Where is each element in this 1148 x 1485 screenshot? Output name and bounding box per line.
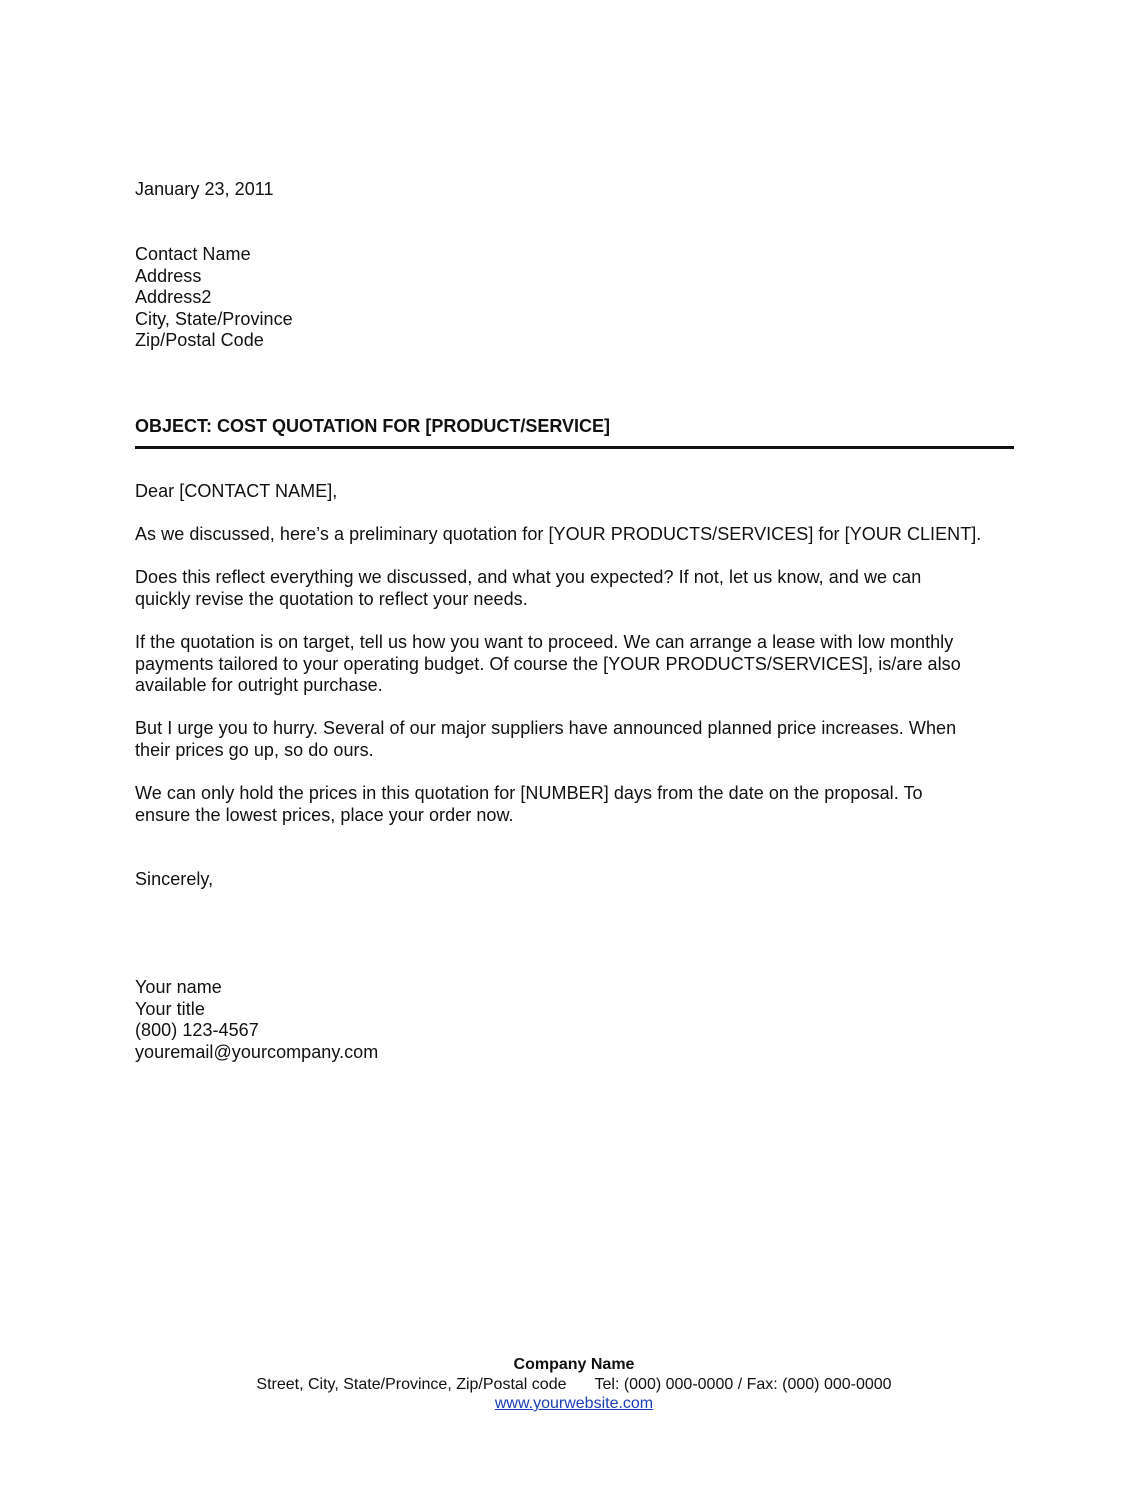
body-paragraph-3 [135, 632, 961, 697]
paragraph-line: We can only hold the prices in this quotation for [NUMBER] days from the date on the proposal. To [135, 783, 923, 803]
paragraph-line: As we discussed, here’s a preliminary quotation for [YOUR PRODUCTS/SERVICES] for [YOUR CLIENT]. [135, 524, 982, 544]
body-paragraph-4 [135, 718, 956, 761]
recipient-zip: Zip/Postal Code [135, 330, 264, 351]
sender-email: youremail@yourcompany.com [135, 1041, 379, 1062]
signature-block [135, 977, 378, 1063]
footer-website-line [0, 1394, 1148, 1413]
paragraph-line: payments tailored to your operating budget. Of course the [YOUR PRODUCTS/SERVICES], is/are also [135, 653, 961, 674]
subject-divider [135, 446, 1014, 449]
sender-name: Your name [135, 977, 222, 997]
recipient-city-state: City, State/Province [135, 308, 293, 329]
paragraph-line: their prices go up, so do ours. [135, 739, 374, 760]
body-paragraph-5 [135, 783, 923, 826]
recipient-address-block [135, 244, 293, 352]
paragraph-line: But I urge you to hurry. Several of our major suppliers have announced planned price increases. When [135, 718, 957, 738]
letter-date: January 23, 2011 [135, 179, 274, 199]
paragraph-line: quickly revise the quotation to reflect your needs. [135, 588, 528, 609]
paragraph-line: Does this reflect everything we discussed, and what you expected? If not, let us know, and we can [135, 567, 922, 587]
paragraph-line: available for outright purchase. [135, 675, 383, 696]
salutation: Dear [CONTACT NAME], [135, 481, 338, 501]
recipient-contact-name: Contact Name [135, 244, 251, 264]
paragraph-line: ensure the lowest prices, place your order now. [135, 804, 514, 825]
footer-website-link[interactable]: www.yourwebsite.com [494, 1395, 654, 1412]
body-paragraph-1 [135, 524, 981, 546]
paragraph-line: If the quotation is on target, tell us how you want to proceed. We can arrange a lease with low monthly [135, 632, 954, 652]
footer-tel-fax: Tel: (000) 000-0000 / Fax: (000) 000-0000 [594, 1376, 892, 1393]
subject-line: OBJECT: COST QUOTATION FOR [PRODUCT/SERVICE] [135, 416, 611, 436]
recipient-address: Address [135, 265, 202, 286]
footer-contact-line [0, 1375, 1148, 1394]
closing: Sincerely, [135, 869, 214, 889]
body-paragraph-2 [135, 567, 921, 610]
recipient-address2: Address2 [135, 287, 212, 308]
sender-phone: (800) 123-4567 [135, 1020, 259, 1041]
footer-address: Street, City, State/Province, Zip/Postal code [256, 1376, 567, 1393]
sender-title: Your title [135, 998, 205, 1019]
footer-company-name: Company Name [513, 1356, 635, 1373]
